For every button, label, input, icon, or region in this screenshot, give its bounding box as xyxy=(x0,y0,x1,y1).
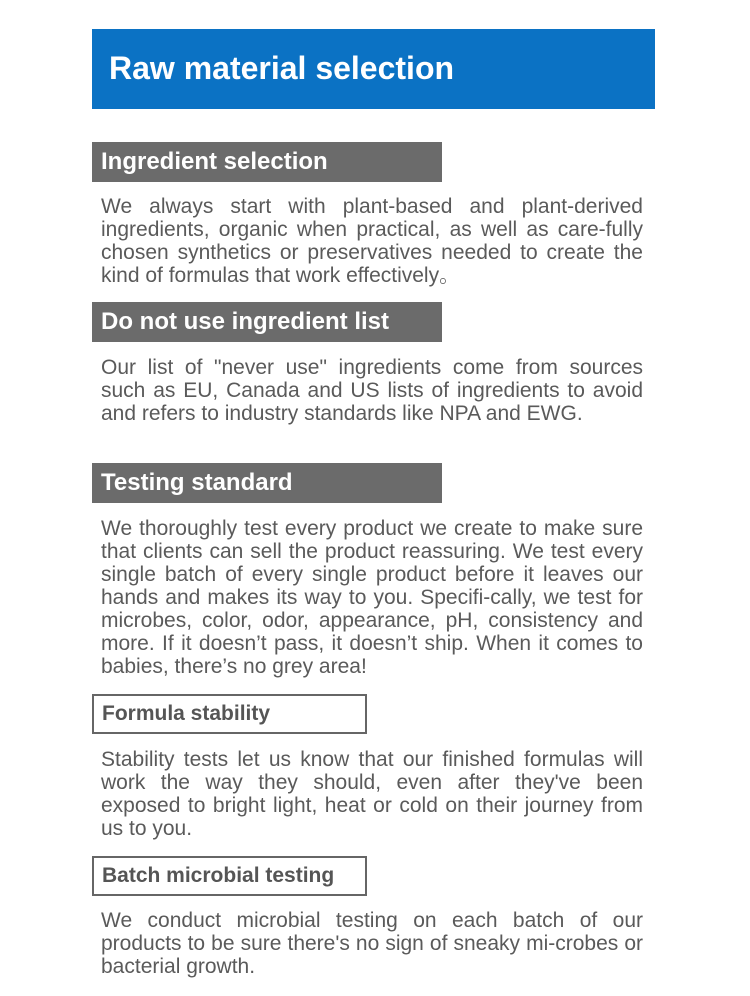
section-body-ingredient-selection: We always start with plant-based and plant-derived ingredients, organic when practical, as well as care-fully chosen synthetics or preservatives needed to create the kind of formulas that work effectively。 xyxy=(101,195,643,287)
section-body-testing-standard: We thoroughly test every product we create to make sure that clients can sell the product reassuring. We test every single batch of every single product before it leaves our hands and makes its way to you. Specifi-cally, we test for microbes, color, odor, appearance, pH, consistency and more. If it doesn’t pass, it doesn’t ship. When it comes to babies, there’s no grey area! xyxy=(101,517,643,678)
section-heading-label: Formula stability xyxy=(102,702,271,725)
title-banner xyxy=(92,29,655,109)
section-heading-testing-standard xyxy=(92,463,442,503)
section-body-formula-stability: Stability tests let us know that our finished formulas will work the way they should, even after they've been exposed to bright light, heat or cold on their journey from us to you. xyxy=(101,748,643,840)
section-heading-label: Do not use ingredient list xyxy=(101,308,390,335)
page-title: Raw material selection xyxy=(109,49,455,86)
section-heading-label: Batch microbial testing xyxy=(102,864,335,887)
section-heading-formula-stability xyxy=(92,694,367,734)
section-body-do-not-use-list: Our list of "never use" ingredients come from sources such as EU, Canada and US lists of ingredients to avoid and refers to industry standards like NPA and EWG. xyxy=(101,356,643,425)
section-heading-do-not-use-list xyxy=(92,302,442,342)
section-heading-label: Testing standard xyxy=(101,469,293,496)
section-heading-label: Ingredient selection xyxy=(101,148,328,175)
section-heading-ingredient-selection xyxy=(92,142,442,182)
section-heading-batch-microbial-testing xyxy=(92,856,367,896)
section-body-batch-microbial-testing: We conduct microbial testing on each batch of our products to be sure there's no sign of sneaky mi-crobes or bacterial growth. xyxy=(101,909,643,978)
